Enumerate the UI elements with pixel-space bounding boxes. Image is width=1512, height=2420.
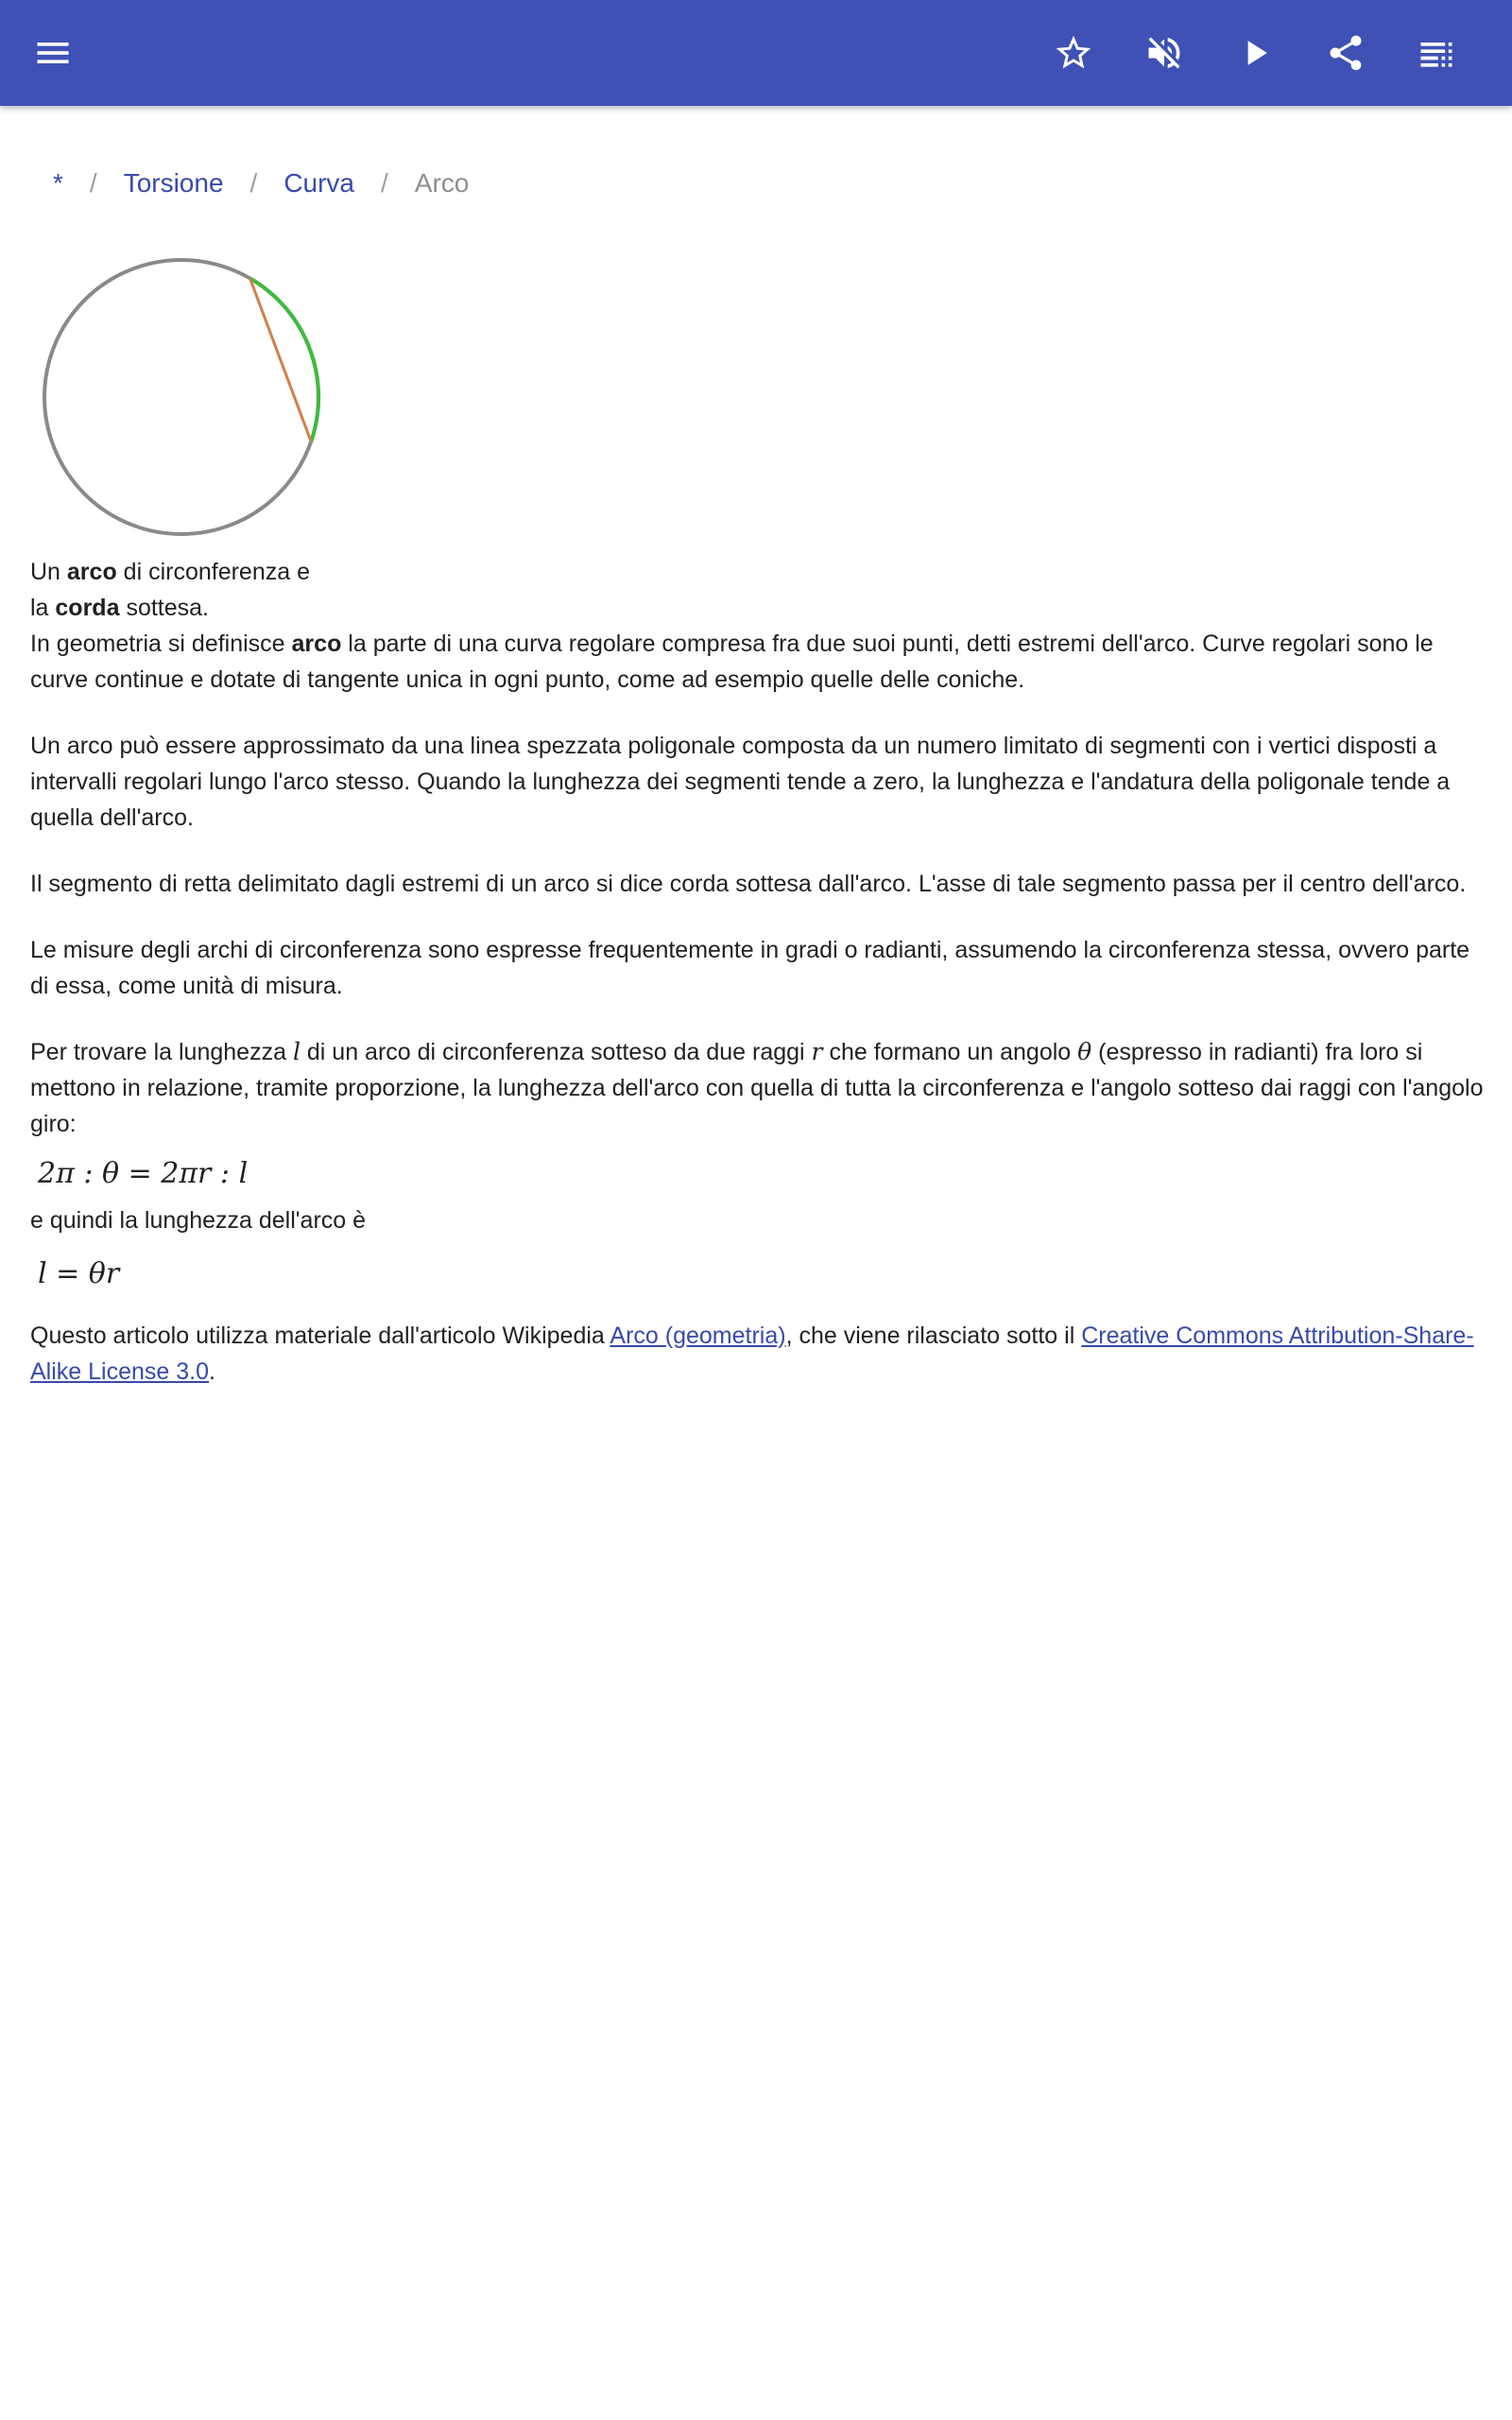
playlist-icon [1416, 32, 1457, 74]
paragraph-text: (espresso in radianti) fra loro si mettono in relazione, tramite proporzione, la lunghezza dell'arco con quella di tutta la circonferenza e l'angolo sotteso dai raggi con l'angolo giro: [30, 1039, 1484, 1137]
math-variable-r: r [811, 1038, 823, 1065]
menu-button[interactable] [23, 23, 83, 83]
favorite-button[interactable] [1043, 23, 1104, 83]
caption-text: di circonferenza e [116, 559, 310, 585]
star-icon [1053, 32, 1094, 74]
share-icon [1325, 32, 1366, 74]
paragraph-measures: Le misure degli archi di circonferenza sono espresse frequentemente in gradi o radianti, assumendo la circonferenza stessa, ovvero parte di essa, come unità di misura. [30, 937, 1470, 999]
breadcrumb-separator: / [89, 168, 97, 198]
play-icon [1234, 32, 1276, 74]
breadcrumb [53, 168, 469, 199]
paragraph-approximation: Un arco può essere approssimato da una linea spezzata poligonale composta da un numero limitato di segmenti con i vertici disposti a intervalli regolari lungo l'arco stesso. Quando la lunghezza dei segmenti tende a zero, la lunghezza e l'andatura della poligonale tende a quella dell'arco. [30, 733, 1451, 831]
formula-arc-length: l = θr [38, 1257, 120, 1290]
paragraph-text: la parte di una curva regolare compresa fra due suoi punti, detti estremi dell'arco. Curve regolari sono le curve continue e dotate di tangente unica in ogni punto, come ad esempio quelle delle coniche. [30, 631, 1434, 693]
article-content [30, 554, 1486, 1420]
paragraph-text: che formano un angolo [822, 1039, 1078, 1065]
paragraph-text: , che viene rilasciato sotto il [785, 1322, 1082, 1349]
menu-icon [32, 32, 74, 74]
breadcrumb-item-curva[interactable]: Curva [284, 168, 355, 198]
breadcrumb-separator: / [249, 168, 258, 198]
figure-caption [30, 554, 1486, 626]
paragraph-text: . [209, 1358, 215, 1385]
volume-off-icon [1143, 32, 1185, 74]
wikipedia-article-link[interactable]: Arco (geometria) [610, 1322, 786, 1349]
arc-chord-figure [30, 246, 333, 548]
caption-text: la [30, 595, 56, 621]
caption-text: sottesa. [119, 595, 209, 621]
math-variable-theta: θ [1077, 1038, 1092, 1065]
breadcrumb-item-home[interactable]: * [53, 168, 63, 198]
breadcrumb-current: Arco [414, 168, 470, 198]
paragraph-text: Questo articolo utilizza materiale dall'articolo Wikipedia [30, 1322, 610, 1349]
play-button[interactable] [1225, 23, 1285, 83]
license-link[interactable]: Creative Commons Attribution-Share-Alike License 3.0 [30, 1322, 1474, 1385]
paragraph-text: In geometria si definisce [30, 631, 292, 657]
paragraph-length [30, 1034, 1486, 1142]
math-variable-l: l [292, 1038, 301, 1065]
caption-text: Un [30, 559, 67, 585]
breadcrumb-item-torsione[interactable]: Torsione [123, 168, 224, 198]
caption-bold-arco: arco [66, 559, 117, 585]
playlist-button[interactable] [1406, 23, 1467, 83]
paragraph-definition [30, 626, 1486, 698]
paragraph-chord: Il segmento di retta delimitato dagli estremi di un arco si dice corda sottesa dall'arco. L'asse di tale segmento passa per il centro dell'arco. [30, 871, 1467, 897]
paragraph-text: Per trovare la lunghezza [30, 1039, 293, 1065]
paragraph-between: e quindi la lunghezza dell'arco è [30, 1207, 367, 1234]
paragraph-attribution [30, 1318, 1486, 1390]
share-button[interactable] [1315, 23, 1376, 83]
paragraph-text: di un arco di circonferenza sotteso da due raggi [300, 1039, 812, 1065]
caption-bold-corda: corda [55, 595, 120, 621]
app-toolbar [0, 0, 1512, 106]
breadcrumb-separator: / [381, 168, 388, 198]
bold-term-arco: arco [291, 631, 342, 657]
mute-button[interactable] [1134, 23, 1194, 83]
formula-proportion: 2π : θ = 2πr : l [38, 1157, 249, 1190]
